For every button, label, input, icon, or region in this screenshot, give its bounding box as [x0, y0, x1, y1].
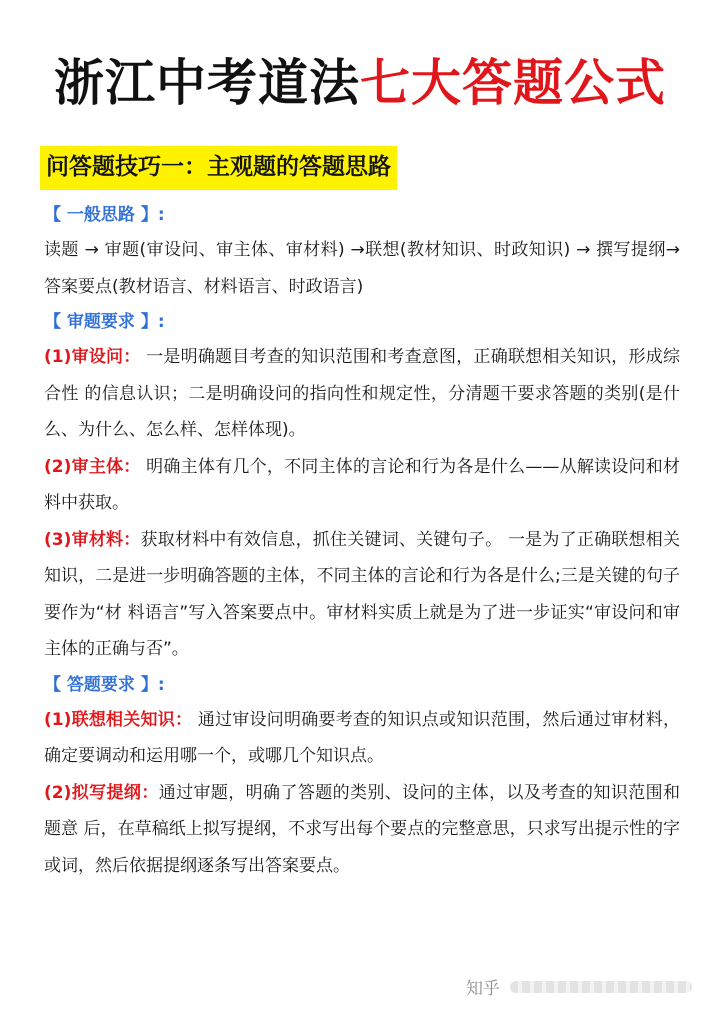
- general-text: 读题 → 审题(审设问、审主体、审材料) →联想(教材知识、时政知识) → 撰写提纲→答案要点(教材语言、材料语言、时政语言): [44, 240, 680, 297]
- review-item-3-text: 获取材料中有效信息，抓住关键词、关键句子。 一是为了正确联想相关知识，二是进一步明确答题的主体，不同主体的言论和行为各是什么;三是关键的句子要作为“材 料语言”写入答案要点中。审材料实质上就是为了进一步证实“审设问和审主体的正确与否”。: [44, 529, 680, 659]
- content-body: [44, 198, 680, 884]
- review-item-2-text: 明确主体有几个，不同主体的言论和行为各是什么——从解读设问和材料中获取。: [44, 456, 680, 513]
- watermark-bar: [510, 981, 692, 993]
- answer-item-2-text: 通过审题，明确了答题的类别、设问的主体，以及考查的知识范围和题意 后，在草稿纸上拟写提纲，不求写出每个要点的完整意思，只求写出提示性的字或词，然后依据提纲逐条写出答案要点。: [44, 782, 681, 876]
- review-item-3: [44, 522, 680, 668]
- review-item-3-prefix: (3)审材料：: [44, 529, 141, 550]
- answer-item-2-prefix: (2)拟写提纲：: [44, 782, 159, 803]
- section-heading: 问答题技巧一：主观题的答题思路: [40, 146, 397, 190]
- answer-item-1-text: 通过审设问明确要考查的知识点或知识范围，然后通过审材料，确定要调动和运用哪一个，或哪几个知识点。: [44, 709, 680, 766]
- watermark-text: 知乎: [466, 979, 500, 999]
- page-title: [0, 48, 720, 118]
- answer-item-2: [44, 775, 680, 885]
- review-item-1-text: 一是明确题目考查的知识范围和考查意图，正确联想相关知识，形成综合性 的信息认识；二是明确设问的指向性和规定性，分清题干要求答题的类别(是什么、为什么、怎么样、怎样体现)。: [44, 347, 680, 440]
- review-label: 【 审题要求 】:: [44, 312, 165, 332]
- answer-label: 【 答题要求 】:: [44, 674, 165, 695]
- title-part-black: 浙江中考道法: [54, 54, 360, 112]
- review-item-2: [44, 449, 680, 522]
- review-item-2-prefix: (2)审主体：: [44, 456, 141, 477]
- zhihu-watermark: [466, 974, 692, 999]
- review-item-1-prefix: (1)审设问：: [44, 347, 141, 367]
- answer-item-1: [44, 702, 680, 775]
- title-part-red: 七大答题公式: [360, 54, 666, 112]
- review-item-1: [44, 339, 680, 449]
- answer-item-1-prefix: (1)联想相关知识：: [44, 709, 193, 730]
- general-label: 【 一般思路 】:: [44, 205, 165, 225]
